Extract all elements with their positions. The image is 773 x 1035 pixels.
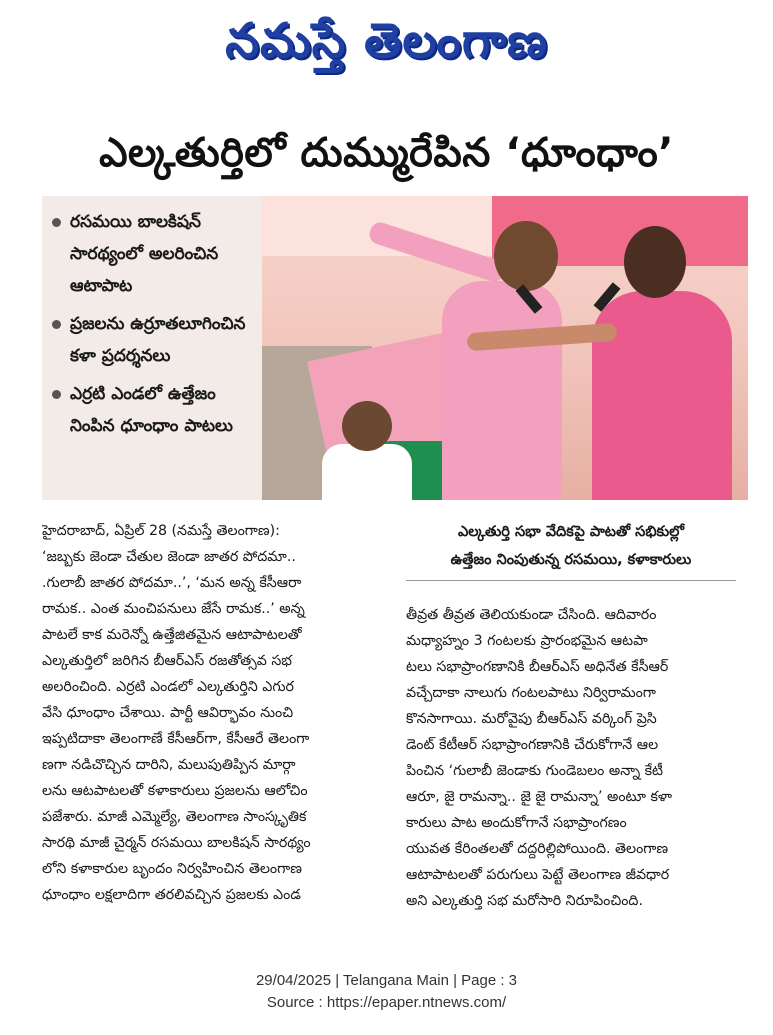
body-line: వచ్చేదాకా నాలుగు గంటలపాటు నిర్విరామంగా	[406, 685, 656, 701]
body-line: రామక.. ఎంత మంచిపనులు జేసే రామక..’ అన్న	[42, 601, 305, 617]
footer-source-link[interactable]: Source : https://epaper.ntnews.com/	[266, 994, 507, 1011]
body-line: పజేశారు. మాజీ ఎమ్మెల్యే, తెలంగాణ సాంస్కృతిక	[42, 809, 307, 825]
body-line: ‘జబ్బకు జెండా చేతుల జెండా జాతర పోదమా..	[42, 549, 296, 565]
body-line: అలరించింది. ఎర్రటి ఎండలో ఎల్కతుర్తిని ఎగుర	[42, 679, 294, 695]
bullet-icon	[52, 390, 61, 399]
body-line: కొనసాగాయి. మరోవైపు బీఆర్ఎస్ వర్కింగ్ ప్రెసి	[406, 711, 657, 727]
male-singer-body	[442, 281, 562, 500]
highlight-item	[52, 378, 256, 442]
body-line: ఎల్కతుర్తిలో జరిగిన బీఆర్ఎస్ రజతోత్సవ సభ	[42, 653, 292, 669]
body-line: కారులు పాట అందుకోగానే సభాప్రాంగణం	[406, 815, 627, 831]
body-line: ఆటాపాటలతో పరుగులు పెట్టే తెలంగాణ జీవధార	[406, 867, 670, 883]
body-line: లోని కళాకారుల బృందం నిర్వహించిన తెలంగాణ	[42, 861, 302, 877]
body-line: తీవ్రత తీవ్రత తెలియకుండా చేసింది. ఆదివారం	[406, 607, 657, 623]
highlight-text: ప్రజలను ఉర్రూతలూగించిన కళా ప్రదర్శనలు	[70, 314, 246, 366]
highlight-text: ఎర్రటి ఎండలో ఉత్తేజం నింపిన ధూంధాం పాటలు	[70, 384, 233, 436]
crowd-person-head	[342, 401, 392, 451]
photo-caption	[406, 518, 736, 581]
bullet-icon	[52, 320, 61, 329]
article-photo	[262, 196, 748, 500]
masthead-title: నమస్తే తెలంగాణ	[225, 13, 548, 69]
body-line: హైదరాబాద్, ఏప్రిల్ 28 (నమస్తే తెలంగాణ):	[42, 523, 280, 539]
body-line: డెంట్ కేటీఆర్ సభాప్రాంగణానికి చేరుకోగానే ఆల	[406, 737, 659, 753]
footer-date-line: 29/04/2025 | Telangana Main | Page : 3	[255, 972, 518, 989]
highlights-box	[42, 196, 262, 500]
caption-line: ఉత్తేజం నింపుతున్న రసమయి, కళాకారులు	[450, 552, 692, 568]
body-line: .గులాబీ జాతర పోదమా..’, ‘మన అన్న కేసీఆరా	[42, 575, 302, 591]
page-footer	[0, 970, 773, 1014]
body-line: వేసి ధూంధాం చేశాయి. పార్టీ ఆవిర్భావం నుంచి	[42, 705, 294, 721]
bullet-icon	[52, 218, 61, 227]
crowd-person-body	[322, 444, 412, 500]
body-line: సారథి మాజీ చైర్మన్ రసమయి బాలకిషన్ సారథ్యం	[42, 835, 311, 851]
body-line: యువత కేరింతలతో దద్దరిల్లిపోయింది. తెలంగాణ	[406, 841, 669, 857]
male-singer-head	[494, 221, 558, 291]
body-line: ధూంధాం లక్షలాదిగా తరలివచ్చిన ప్రజలకు ఎండ	[42, 887, 301, 903]
highlight-text: రసమయి బాలకిషన్ సారథ్యంలో అలరించిన ఆటాపాట	[70, 212, 219, 296]
body-line: మధ్యాహ్నం 3 గంటలకు ప్రారంభమైన ఆటపా	[406, 633, 648, 649]
female-singer-body	[592, 291, 732, 500]
body-line: లను ఆటపాటలతో కళాకారులు ప్రజలను ఆలోచిం	[42, 783, 308, 799]
body-column-left	[42, 518, 390, 908]
body-line: పాటలే కాక మరెన్నో ఉత్తేజితమైన ఆటాపాటలతో	[42, 627, 302, 643]
body-column-right	[406, 602, 742, 914]
body-line: ఆరూ, జై రామన్నా.. జై జై రామన్నా’ అంటూ కళా	[406, 789, 673, 805]
caption-line: ఎల్కతుర్తి సభా వేదికపై పాటతో సభికుల్లో	[457, 524, 685, 540]
body-line: ఇప్పటిదాకా తెలంగాణే కేసీఆర్‌గా, కేసీఆరే తెలంగా	[42, 731, 310, 747]
body-line: అని ఎల్కతుర్తి సభ మరోసారి నిరూపించింది.	[406, 893, 643, 909]
body-line: ణగా నడిచొచ్చిన దారిని, మలుపుతిప్పిన మార్గా	[42, 757, 296, 773]
highlight-item	[52, 308, 256, 372]
body-line: పించిన ‘గులాబీ జెండాకు గుండెబలం అన్నా కేటీ	[406, 763, 663, 779]
article-headline: ఎల్కతుర్తిలో దుమ్మురేపిన ‘ధూంధాం’	[99, 130, 674, 176]
female-singer-head	[624, 226, 686, 298]
highlight-item	[52, 206, 256, 302]
body-line: టలు సభాప్రాంగణానికి బీఆర్ఎస్ అధినేత కేసీఆర్	[406, 659, 669, 675]
